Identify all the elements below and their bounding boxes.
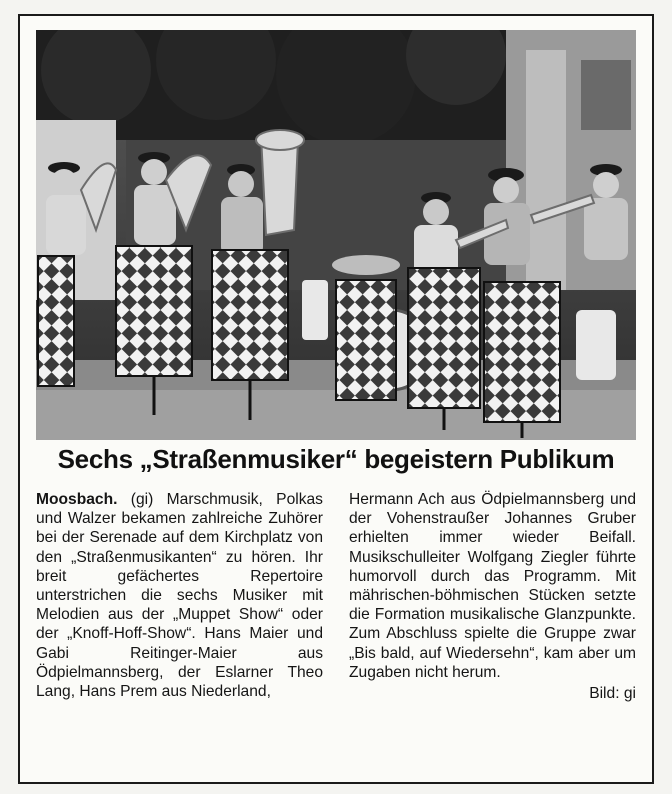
column-left [36,490,323,703]
body-text-left: (gi) Marschmusik, Polkas und Walzer bekamen zahlreiche Zuhörer bei der Serenade auf dem Kirchplatz von den „Straßenmusikanten“ zu hören. Ihr breit gefächertes Repertoire unterstrichen die sechs Musiker mit Melodien aus der „Muppet Show“ oder der „Knoff-Hoff-Show“. Hans Maier und Gabi Reitinger-Maier aus Ödpielmannsberg, der Eslarner Theo Lang, Hans Prem aus Niederland, [36,491,323,701]
body-text-right: Hermann Ach aus Ödpielmannsberg und der Vohenstraußer Johannes Gruber erhielten immer wieder Beifall. Musikschulleiter Wolfgang Ziegler führte humorvoll durch das Programm. Mit mährischen-böhmischen Stücken setzte die Formation musikalische Glanzpunkte. Zum Abschluss spielte die Gruppe zwar „Bis bald, auf Wiedersehn“, kam aber um Zugaben nicht herum. [349,491,636,681]
dateline: Moosbach. [36,491,118,508]
column-right [349,490,636,703]
newspaper-clipping [18,14,654,784]
photo-illustration [36,30,636,440]
musicians-photo [36,30,636,440]
photo-credit: Bild: gi [589,685,636,703]
article-headline: Sechs „Straßenmusiker“ begeistern Publikum [57,444,615,474]
article-body [36,490,636,703]
